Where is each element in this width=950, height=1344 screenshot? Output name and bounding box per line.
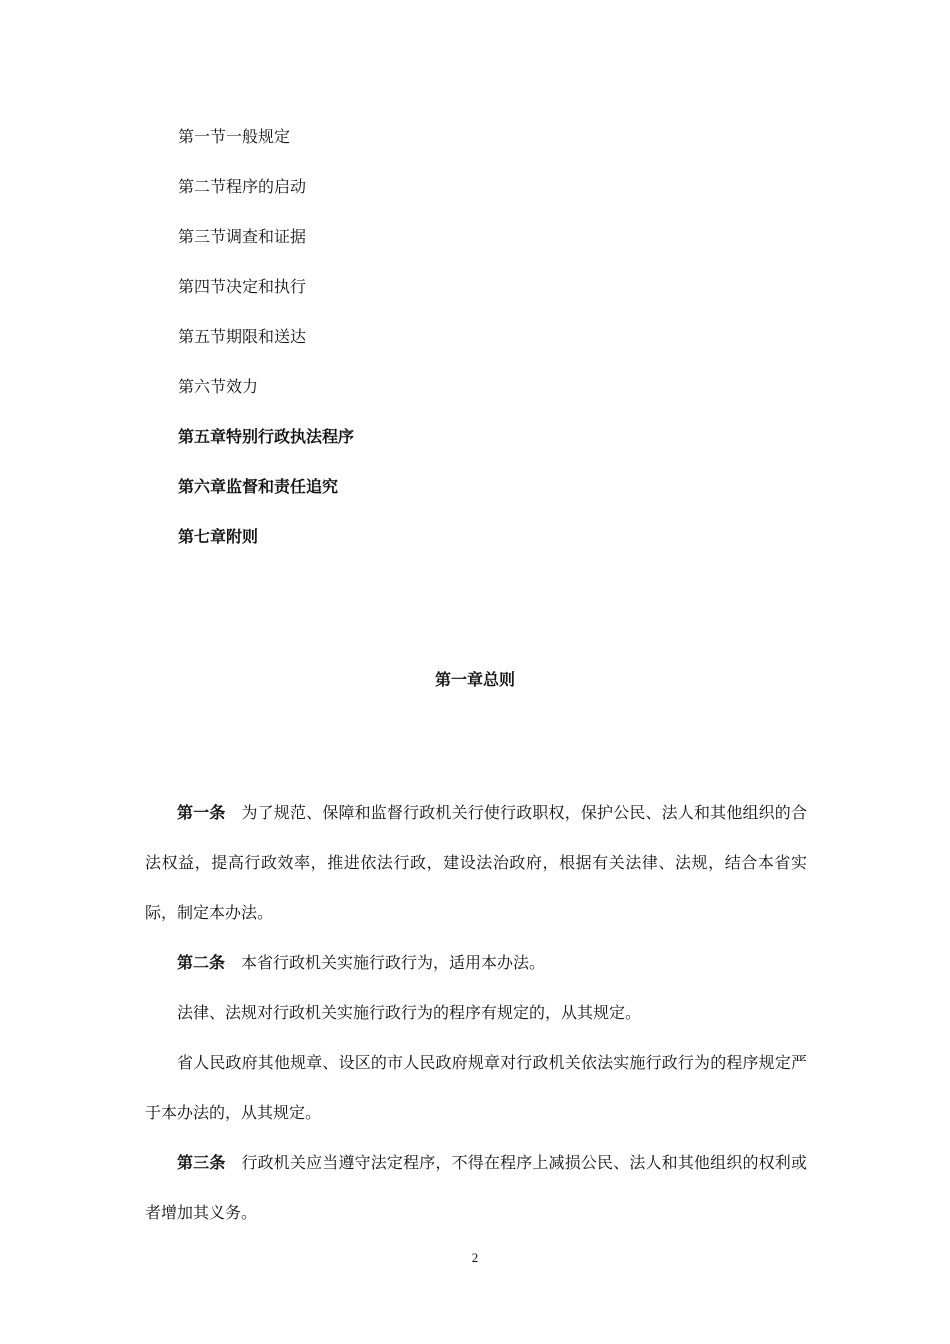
article-2-paragraph-3: 省人民政府其他规章、设区的市人民政府规章对行政机关依法实施行政行为的程序规定严于本办法的，从其规定。 [145, 1053, 807, 1122]
article-2 [145, 938, 807, 988]
article-2-text: 本省行政机关实施行政行为，适用本办法。 [241, 953, 546, 972]
toc-item-chapter-7: 第七章附则 [178, 527, 259, 546]
table-of-contents [178, 124, 678, 574]
article-2-label: 第二条 [177, 953, 226, 972]
document-body [145, 788, 807, 1238]
toc-item-chapter-5: 第五章特别行政执法程序 [178, 427, 355, 446]
article-3 [145, 1138, 807, 1238]
toc-item-section-3: 第三节调查和证据 [178, 227, 307, 246]
toc-item-section-5: 第五节期限和送达 [178, 327, 307, 346]
toc-item-section-4: 第四节决定和执行 [178, 277, 307, 296]
article-1-text: 为了规范、保障和监督行政机关行使行政职权，保护公民、法人和其他组织的合法权益，提高行政效率，推进依法行政，建设法治政府，根据有关法律、法规，结合本省实际，制定本办法。 [145, 803, 807, 922]
article-1 [145, 788, 807, 938]
article-1-label: 第一条 [177, 803, 226, 822]
article-3-text: 行政机关应当遵守法定程序，不得在程序上减损公民、法人和其他组织的权利或者增加其义务。 [145, 1153, 807, 1222]
toc-item-section-2: 第二节程序的启动 [178, 177, 307, 196]
toc-item-section-1: 第一节一般规定 [178, 127, 291, 146]
article-3-label: 第三条 [177, 1153, 226, 1172]
toc-item-section-6: 第六节效力 [178, 377, 259, 396]
chapter-title: 第一章总则 [434, 670, 515, 689]
page-number: 2 [471, 1250, 479, 1265]
article-2-paragraph-2: 法律、法规对行政机关实施行政行为的程序有规定的，从其规定。 [177, 1003, 642, 1022]
toc-item-chapter-6: 第六章监督和责任追究 [178, 477, 339, 496]
